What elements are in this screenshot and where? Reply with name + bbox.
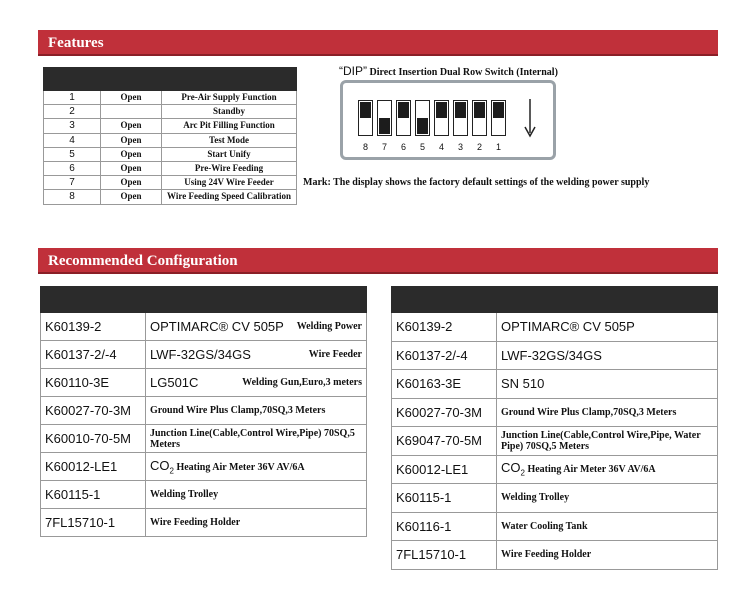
feature-function: Using 24V Wire Feeder	[162, 176, 297, 190]
config-code: 7FL15710-1	[392, 541, 497, 570]
feature-state: Open	[101, 147, 162, 161]
config-row	[41, 509, 367, 537]
config-desc-text: Junction Line(Cable,Control Wire,Pipe) 70SQ,5 Meters	[150, 427, 355, 450]
config-row	[41, 481, 367, 509]
config-code: K60139-2	[392, 313, 497, 342]
config-desc	[497, 370, 718, 399]
feature-state: Open	[101, 190, 162, 204]
config-model: LG501C	[150, 375, 199, 390]
config-model: OPTIMARC® CV 505P	[501, 319, 635, 335]
dip-switch-5[interactable]	[415, 100, 430, 136]
dip-switch-label: 6	[400, 142, 406, 152]
dip-switch-1[interactable]	[491, 100, 506, 136]
config-table-right-header	[392, 287, 718, 313]
dip-switch-knob	[474, 102, 485, 118]
config-code: K60137-2/-4	[392, 341, 497, 370]
dip-switch-label: 8	[362, 142, 368, 152]
feature-row	[44, 190, 297, 204]
config-desc	[497, 541, 718, 570]
config-code: K60115-1	[41, 481, 146, 509]
dip-switch-label: 3	[457, 142, 463, 152]
dip-switch-knob	[360, 102, 371, 118]
config-row	[392, 512, 718, 541]
config-model: SN 510	[501, 376, 545, 392]
feature-row	[44, 133, 297, 147]
config-desc	[146, 313, 367, 341]
features-table-header	[44, 68, 297, 91]
config-row	[41, 425, 367, 453]
config-desc-text: Ground Wire Plus Clamp,70SQ,3 Meters	[501, 406, 677, 418]
feature-number: 6	[44, 161, 101, 175]
config-row	[392, 370, 718, 399]
config-desc	[146, 481, 367, 509]
config-model: $CO_2$	[501, 460, 525, 479]
config-desc-text: Wire Feeding Holder	[501, 549, 592, 561]
config-table-left	[40, 286, 367, 537]
config-desc-text: Ground Wire Plus Clamp,70SQ,3 Meters	[150, 405, 326, 416]
feature-number: 5	[44, 147, 101, 161]
config-desc-text: Junction Line(Cable,Control Wire,Pipe, Water Pipe) 70SQ,5 Meters	[501, 429, 701, 452]
feature-number: 3	[44, 119, 101, 133]
config-desc	[497, 484, 718, 513]
config-row	[392, 313, 718, 342]
feature-state: Open	[101, 133, 162, 147]
feature-function: Arc Pit Filling Function	[162, 119, 297, 133]
config-desc-text: Welding Trolley	[501, 492, 570, 504]
feature-row	[44, 119, 297, 133]
config-model: LWF-32GS/34GS	[501, 347, 602, 363]
feature-function: Start Unify	[162, 147, 297, 161]
config-code: K60012-LE1	[392, 455, 497, 484]
config-desc	[497, 398, 718, 427]
feature-state: Open	[101, 119, 162, 133]
feature-row	[44, 176, 297, 190]
config-table-right	[391, 286, 718, 570]
config-row	[392, 455, 718, 484]
features-banner: Features	[38, 30, 718, 56]
dip-switch-label: 5	[419, 142, 425, 152]
config-code: K60010-70-5M	[41, 425, 146, 453]
feature-row	[44, 161, 297, 175]
feature-number: 8	[44, 190, 101, 204]
dip-title-text: Direct Insertion Dual Row Switch (Internal)	[369, 67, 558, 78]
feature-function: Test Mode	[162, 133, 297, 147]
feature-function: Pre-Air Supply Function	[162, 91, 297, 105]
dip-switch-knob	[417, 118, 428, 134]
feature-row	[44, 91, 297, 105]
dip-switch-panel	[340, 80, 556, 160]
dip-title	[339, 64, 558, 78]
config-code: K69047-70-5M	[392, 427, 497, 456]
config-code: K60116-1	[392, 512, 497, 541]
config-desc	[497, 512, 718, 541]
config-desc-text: Welding Trolley	[150, 489, 219, 500]
dip-switch-knob	[455, 102, 466, 118]
config-model: $CO_2$	[150, 457, 174, 476]
config-code: K60137-2/-4	[41, 341, 146, 369]
feature-number: 2	[44, 105, 101, 119]
dip-switch-3[interactable]	[453, 100, 468, 136]
arrow-down-icon	[522, 97, 538, 139]
config-code: K60139-2	[41, 313, 146, 341]
config-row	[392, 484, 718, 513]
config-desc	[146, 341, 367, 369]
config-desc	[146, 369, 367, 397]
config-desc-text: Welding Power	[296, 321, 362, 332]
config-desc-text: Water Cooling Tank	[501, 520, 588, 532]
config-model: OPTIMARC® CV 505P	[150, 319, 284, 334]
config-row	[392, 398, 718, 427]
feature-state: Open	[101, 176, 162, 190]
dip-switch-knob	[436, 102, 447, 118]
config-desc	[146, 509, 367, 537]
dip-switch-label: 1	[495, 142, 501, 152]
config-model: LWF-32GS/34GS	[150, 347, 251, 362]
dip-switch-4[interactable]	[434, 100, 449, 136]
config-row	[41, 313, 367, 341]
config-code: K60163-3E	[392, 370, 497, 399]
config-desc-text: Heating Air Meter 36V AV/6A	[527, 464, 656, 476]
config-desc	[497, 341, 718, 370]
dip-switch-6[interactable]	[396, 100, 411, 136]
feature-state	[101, 105, 162, 119]
features-table	[43, 67, 297, 205]
config-code: K60115-1	[392, 484, 497, 513]
config-code: K60027-70-3M	[41, 397, 146, 425]
config-code: K60012-LE1	[41, 453, 146, 481]
config-row	[41, 369, 367, 397]
dip-switch-knob	[398, 102, 409, 118]
config-desc-text: Heating Air Meter 36V AV/6A	[176, 461, 305, 473]
config-table-left-header	[41, 287, 367, 313]
dip-switch-8[interactable]	[358, 100, 373, 136]
dip-switch-knob	[379, 118, 390, 134]
feature-function: Standby	[162, 105, 297, 119]
dip-switch-label: 2	[476, 142, 482, 152]
dip-switch-7[interactable]	[377, 100, 392, 136]
feature-row	[44, 147, 297, 161]
dip-title-quote: “DIP”	[339, 64, 367, 78]
recommended-banner: Recommended Configuration	[38, 248, 718, 274]
config-desc	[146, 453, 367, 481]
config-code: K60110-3E	[41, 369, 146, 397]
dip-mark-note: Mark: The display shows the factory default settings of the welding power supply	[303, 177, 650, 188]
config-desc-text: Wire Feeding Holder	[150, 517, 241, 528]
config-desc-text: Welding Gun,Euro,3 meters	[242, 377, 362, 388]
dip-switch-2[interactable]	[472, 100, 487, 136]
config-row	[392, 341, 718, 370]
config-row	[392, 427, 718, 456]
config-desc	[497, 455, 718, 484]
dip-switch-knob	[493, 102, 504, 118]
config-desc-text: Wire Feeder	[308, 349, 362, 360]
feature-state: Open	[101, 91, 162, 105]
config-desc	[497, 427, 718, 456]
config-desc	[497, 313, 718, 342]
feature-number: 1	[44, 91, 101, 105]
feature-function: Pre-Wire Feeding	[162, 161, 297, 175]
config-desc	[146, 397, 367, 425]
dip-switch-label: 4	[438, 142, 444, 152]
config-code: 7FL15710-1	[41, 509, 146, 537]
config-row	[41, 397, 367, 425]
feature-number: 7	[44, 176, 101, 190]
config-row	[41, 341, 367, 369]
feature-function: Wire Feeding Speed Calibration	[162, 190, 297, 204]
feature-number: 4	[44, 133, 101, 147]
config-row	[41, 453, 367, 481]
dip-switch-label: 7	[381, 142, 387, 152]
feature-row	[44, 105, 297, 119]
config-code: K60027-70-3M	[392, 398, 497, 427]
config-row	[392, 541, 718, 570]
feature-state: Open	[101, 161, 162, 175]
config-desc	[146, 425, 367, 453]
